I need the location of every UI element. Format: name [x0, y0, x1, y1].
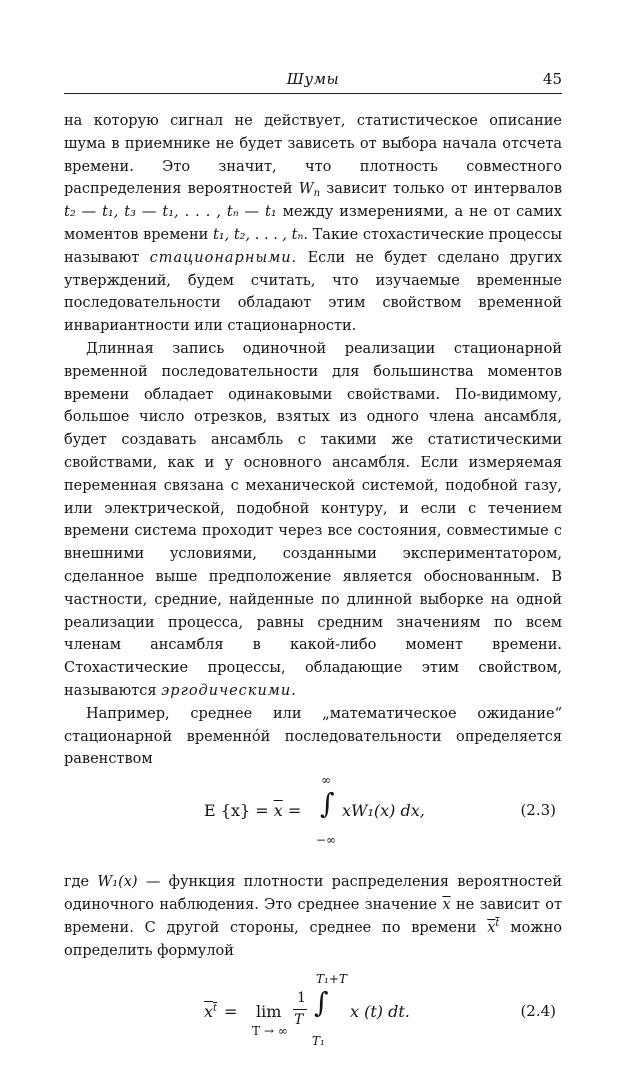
term-stationary: стационарными.	[149, 249, 298, 266]
symbol-xbar: $\overline{x}$	[442, 896, 451, 913]
eq2-equals: =	[224, 1002, 238, 1022]
eq1-xbar: $\overline{x}$	[273, 801, 283, 821]
eq2-frac-num: 1	[297, 990, 306, 1007]
page-body	[64, 110, 562, 1072]
eq2-lim: lim	[256, 1002, 282, 1022]
paragraph-1: на которую сигнал не действует, статистическое описание шума в приемнике не будет зависеть от выбора начала отсчета времени. Это значит, что плотность совместного распределения вероятностей $W_n$ зависит только от интервалов t₂ — t₁, t₃ — t₁, . . . , tₙ — t₁ между измерениями, а не от самих моментов времени t₁, t₂, . . . , tₙ. Такие стохастические процессы называют стационарными. Если не будет сделано других утверждений, будем считать, что изучаемые временные последовательности обладают этим свойством временной инвариантности или стационарности.	[64, 113, 562, 335]
paragraph-2: Длинная запись одиночной реализации стационарной временной последовательности для большинства моментов времени обладает одинаковыми свойствами. По-видимому, большое число отрезков, взятых из одного члена ансамбля, будет создавать ансамбль с такими же статистическими свойствами, как и у основного ансамбля. Если измеряемая переменная связана с механической системой, подобной газу, или электрической, подобной контуру, и если с течением времени система проходит через все состояния, совместимые с внешними условиями, созданными экспериментатором, сделанное выше предположение является обоснованным. В частности, средние, найденные по длинной выборке на одной реализации процесса, равны средним значениям по всем членам ансамбля в какой-либо момент времени. Стохастические процессы, обладающие этим свойством, называются эргодическими.	[64, 340, 562, 699]
eq2-upper-limit: T₁+T	[316, 972, 347, 987]
eq2-lim-sub: T → ∞	[252, 1024, 288, 1039]
eq2-integrand: x (t) dt.	[350, 1002, 410, 1022]
intervals-expr: t₂ — t₁, t₃ — t₁, . . . , tₙ — t₁	[64, 204, 277, 221]
symbol-xt: $x^t$	[487, 917, 500, 936]
equation-2-4	[64, 972, 562, 1060]
symbol-W1x: W₁(x)	[97, 874, 138, 891]
eq2-lower-limit: T₁	[312, 1034, 325, 1049]
paragraph-4: где W₁(x) — функция плотности распределения вероятностей одиночного наблюдения. Это среднее значение $\overline{x}$ не зависит от времени. С другой стороны, среднее по времени $x^t$ можно определить формулой	[64, 874, 562, 959]
eq1-upper-limit: ∞	[321, 773, 331, 788]
eq2-frac-bar	[293, 1009, 307, 1010]
eq1-lower-limit: −∞	[316, 833, 337, 848]
eq2-integral-sign: ∫	[314, 986, 329, 1020]
symbol-Wn: $W_n$	[298, 181, 321, 200]
equation-2-3: E $\{x\} = \overline{x}$ = ∞ ∫ −∞ xW₁(x) dx, (2.3)	[204, 773, 556, 848]
page-number: 45	[542, 70, 562, 88]
eq2-lhs: $x^t$	[204, 1002, 218, 1022]
eq2-number: (2.4)	[520, 1002, 556, 1021]
moments-expr: t₁, t₂, . . . , tₙ	[212, 226, 304, 243]
running-title: Шумы	[286, 70, 340, 88]
eq1-number: (2.3)	[520, 801, 556, 820]
term-ergodic: эргодическими.	[161, 682, 297, 699]
page-header	[64, 66, 562, 94]
eq1-integrand: xW₁(x) dx,	[342, 801, 425, 821]
eq2-frac-den: T	[294, 1012, 304, 1029]
paragraph-3: Например, среднее или „математическое ожидание“ стационарной временнóй последовательности определяется равенством	[64, 705, 562, 768]
eq1-integral-sign: ∫	[320, 787, 335, 821]
eq1-lhs: E {x} =	[204, 801, 274, 821]
header-rule	[64, 93, 562, 94]
